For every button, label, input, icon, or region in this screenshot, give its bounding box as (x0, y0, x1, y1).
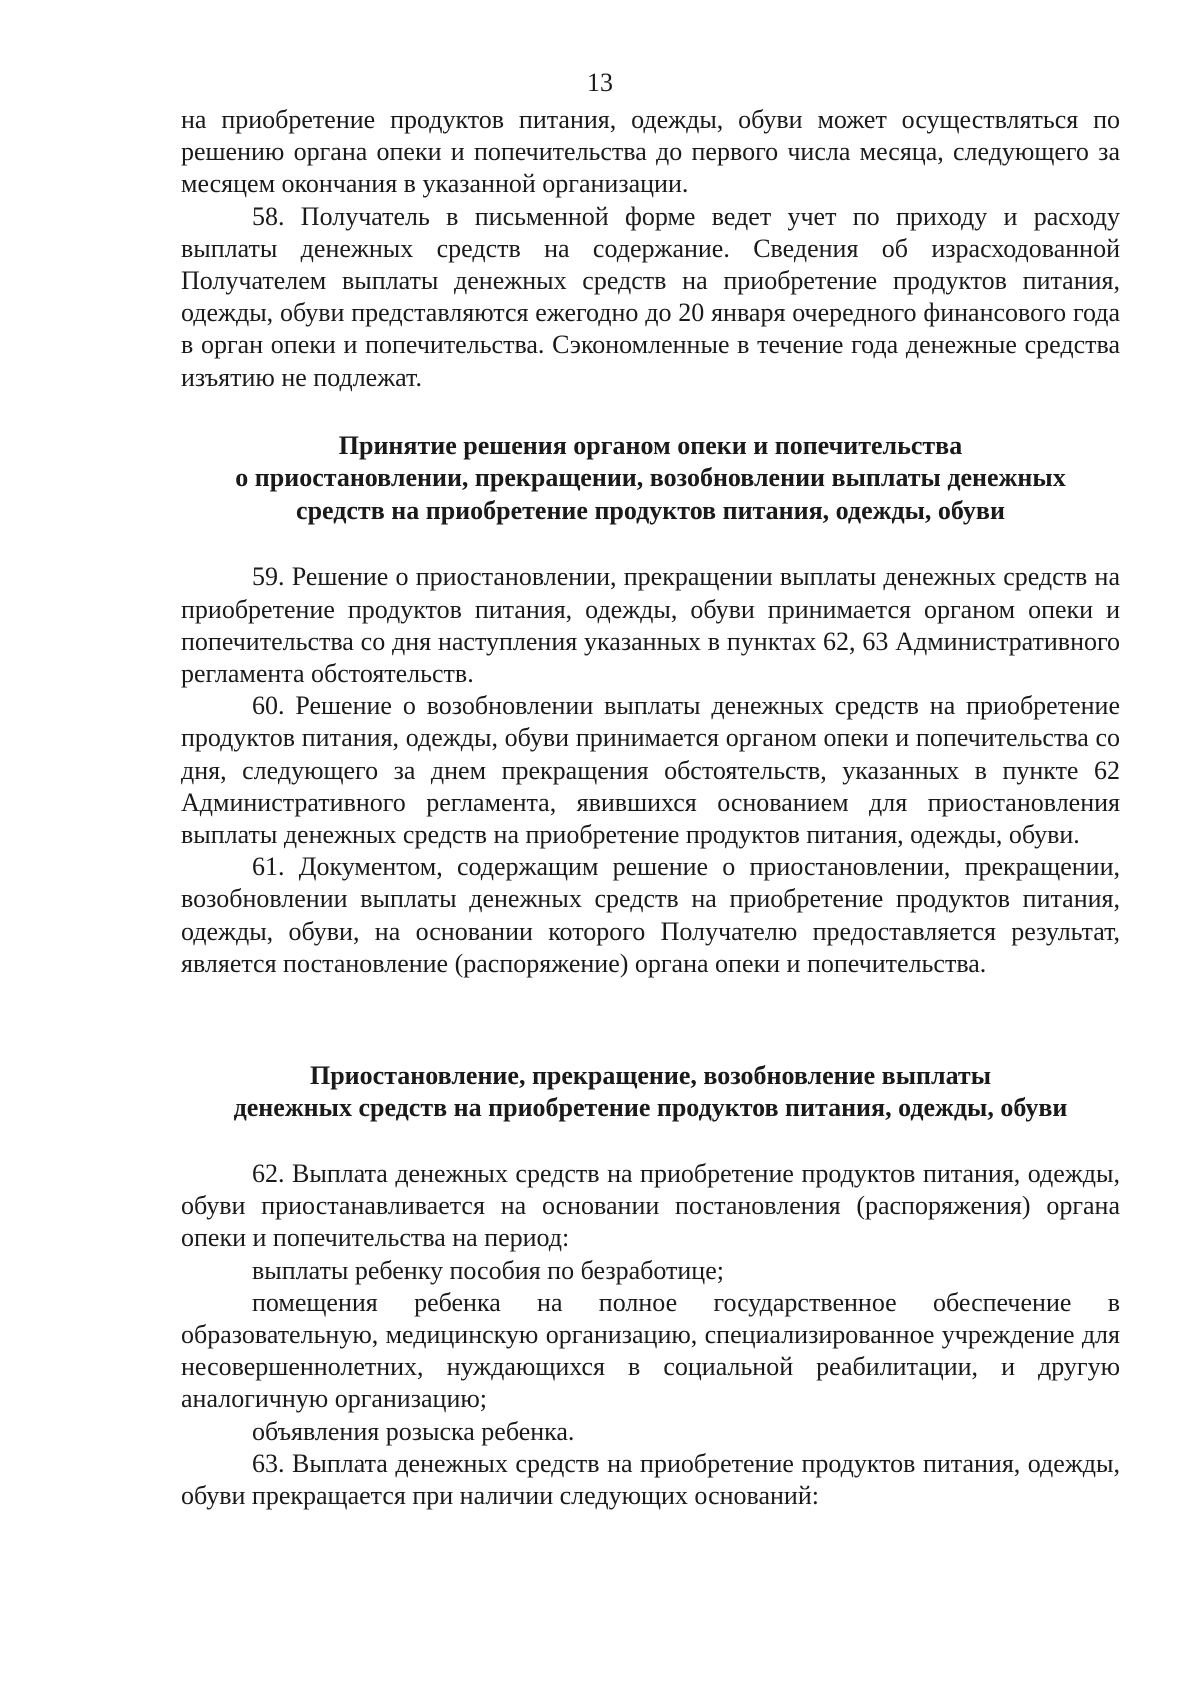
paragraph-63: 63. Выплата денежных средств на приобретение продуктов питания, одежды, обуви прекращается при наличии следующих оснований: (181, 1448, 1120, 1510)
section-heading-suspension (181, 1060, 1120, 1125)
heading-line: средств на приобретение продуктов питания, одежды, обуви (296, 495, 1005, 525)
paragraph-62: 62. Выплата денежных средств на приобретение продуктов питания, одежды, обуви приостанавливается на основании постановления (распоряжения) органа опеки и попечительства на период: (181, 1158, 1120, 1253)
list-item-placement: помещения ребенка на полное государственное обеспечение в образовательную, медицинскую организацию, специализированное учреждение для несовершеннолетних, нуждающихся в социальной реабилитации, и другую аналогичную организацию; (181, 1287, 1120, 1414)
paragraph-60: 60. Решение о возобновлении выплаты денежных средств на приобретение продуктов питания, одежды, обуви принимается органом опеки и попечительства со дня, следующего за днем прекращения обстоятельств, указанных в пункте 62 Административного регламента, явившихся основанием для приостановления выплаты денежных средств на приобретение продуктов питания, одежды, обуви. (181, 691, 1120, 849)
heading-line: денежных средств на приобретение продуктов питания, одежды, обуви (233, 1093, 1068, 1123)
list-item-unemployment: выплаты ребенку пособия по безработице; (252, 1255, 724, 1285)
section-heading-decision (181, 430, 1120, 528)
heading-line: Принятие решения органом опеки и попечительства (338, 430, 963, 460)
paragraph-59: 59. Решение о приостановлении, прекращении выплаты денежных средств на приобретение продуктов питания, одежды, обуви принимается органом опеки и попечительства со дня наступления указанных в пунктах 62, 63 Административного регламента обстоятельств. (181, 562, 1120, 688)
paragraph-61: 61. Документом, содержащим решение о приостановлении, прекращении, возобновлении выплаты денежных средств на приобретение продуктов питания, одежды, обуви, на основании которого Получателю предоставляется результат, является постановление (распоряжение) органа опеки и попечительства. (181, 852, 1120, 978)
document-body (181, 104, 1120, 1512)
heading-line: о приостановлении, прекращении, возобновлении выплаты денежных (235, 463, 1066, 493)
page-number: 13 (587, 68, 613, 97)
list-item-search: объявления розыска ребенка. (252, 1416, 575, 1446)
heading-line: Приостановление, прекращение, возобновление выплаты (310, 1060, 991, 1090)
paragraph-58: 58. Получатель в письменной форме ведет учет по приходу и расходу выплаты денежных средств на содержание. Сведения об израсходованной Получателем выплаты денежных средств на приобретение продуктов питания, одежды, обуви представляются ежегодно до 20 января очередного финансового года в орган опеки и попечительства. Сэкономленные в течение года денежные средства изъятию не подлежат. (181, 201, 1120, 392)
paragraph-continuation: на приобретение продуктов питания, одежды, обуви может осуществляться по решению органа опеки и попечительства до первого числа месяца, следующего за месяцем окончания в указанной организации. (181, 105, 1120, 199)
